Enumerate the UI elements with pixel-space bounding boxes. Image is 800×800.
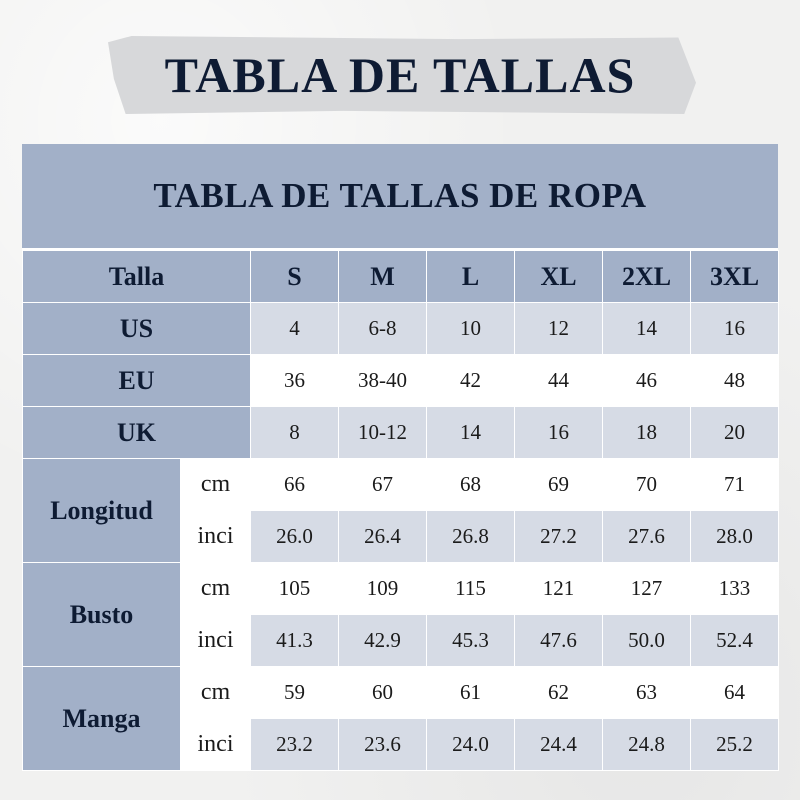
- table-cell: 69: [515, 459, 603, 511]
- table-cell: 20: [691, 407, 779, 459]
- row-label: Longitud: [23, 459, 181, 563]
- table-cell: 42.9: [339, 615, 427, 667]
- size-header: 3XL: [691, 251, 779, 303]
- header-row: [23, 251, 779, 303]
- size-header: M: [339, 251, 427, 303]
- table-cell: 64: [691, 667, 779, 719]
- table-cell: 46: [603, 355, 691, 407]
- table-cell: 28.0: [691, 511, 779, 563]
- row-label: US: [23, 303, 251, 355]
- table-cell: 27.6: [603, 511, 691, 563]
- table-cell: 16: [691, 303, 779, 355]
- table-cell: 10: [427, 303, 515, 355]
- unit-label: cm: [181, 667, 251, 719]
- table-cell: 26.4: [339, 511, 427, 563]
- table-cell: 41.3: [251, 615, 339, 667]
- table-cell: 23.6: [339, 719, 427, 771]
- table-cell: 121: [515, 563, 603, 615]
- table-cell: 48: [691, 355, 779, 407]
- table-cell: 68: [427, 459, 515, 511]
- table-cell: 52.4: [691, 615, 779, 667]
- table-cell: 6-8: [339, 303, 427, 355]
- table-cell: 14: [603, 303, 691, 355]
- unit-label: inci: [181, 719, 251, 771]
- table-cell: 71: [691, 459, 779, 511]
- table-cell: 24.8: [603, 719, 691, 771]
- table-cell: 25.2: [691, 719, 779, 771]
- table-cell: 66: [251, 459, 339, 511]
- header-label: Talla: [23, 251, 251, 303]
- table-cell: 38-40: [339, 355, 427, 407]
- table-cell: 115: [427, 563, 515, 615]
- table-row-busto-cm: [23, 563, 779, 615]
- table-cell: 133: [691, 563, 779, 615]
- size-table: [22, 250, 779, 771]
- table-cell: 109: [339, 563, 427, 615]
- table-cell: 63: [603, 667, 691, 719]
- unit-label: cm: [181, 459, 251, 511]
- unit-label: cm: [181, 563, 251, 615]
- table-cell: 12: [515, 303, 603, 355]
- table-cell: 44: [515, 355, 603, 407]
- table-cell: 42: [427, 355, 515, 407]
- table-row-uk: [23, 407, 779, 459]
- table-cell: 24.0: [427, 719, 515, 771]
- row-label: Manga: [23, 667, 181, 771]
- row-label: Busto: [23, 563, 181, 667]
- table-cell: 60: [339, 667, 427, 719]
- table-cell: 105: [251, 563, 339, 615]
- table-cell: 70: [603, 459, 691, 511]
- unit-label: inci: [181, 615, 251, 667]
- table-cell: 36: [251, 355, 339, 407]
- table-cell: 16: [515, 407, 603, 459]
- table-cell: 67: [339, 459, 427, 511]
- page-title: TABLA DE TALLAS: [164, 47, 636, 103]
- chart-subtitle: TABLA DE TALLAS DE ROPA: [22, 144, 778, 250]
- size-chart: [22, 144, 778, 771]
- table-cell: 26.8: [427, 511, 515, 563]
- table-cell: 59: [251, 667, 339, 719]
- size-header: 2XL: [603, 251, 691, 303]
- table-cell: 24.4: [515, 719, 603, 771]
- table-cell: 8: [251, 407, 339, 459]
- table-cell: 10-12: [339, 407, 427, 459]
- size-header: L: [427, 251, 515, 303]
- table-cell: 61: [427, 667, 515, 719]
- table-cell: 18: [603, 407, 691, 459]
- table-row-manga-cm: [23, 667, 779, 719]
- table-cell: 26.0: [251, 511, 339, 563]
- unit-label: inci: [181, 511, 251, 563]
- table-row-longitud-cm: [23, 459, 779, 511]
- table-row-eu: [23, 355, 779, 407]
- table-cell: 45.3: [427, 615, 515, 667]
- table-cell: 50.0: [603, 615, 691, 667]
- row-label: EU: [23, 355, 251, 407]
- size-header: S: [251, 251, 339, 303]
- table-cell: 14: [427, 407, 515, 459]
- table-cell: 127: [603, 563, 691, 615]
- table-cell: 23.2: [251, 719, 339, 771]
- size-header: XL: [515, 251, 603, 303]
- table-row-us: [23, 303, 779, 355]
- table-cell: 4: [251, 303, 339, 355]
- table-cell: 27.2: [515, 511, 603, 563]
- row-label: UK: [23, 407, 251, 459]
- table-cell: 62: [515, 667, 603, 719]
- table-cell: 47.6: [515, 615, 603, 667]
